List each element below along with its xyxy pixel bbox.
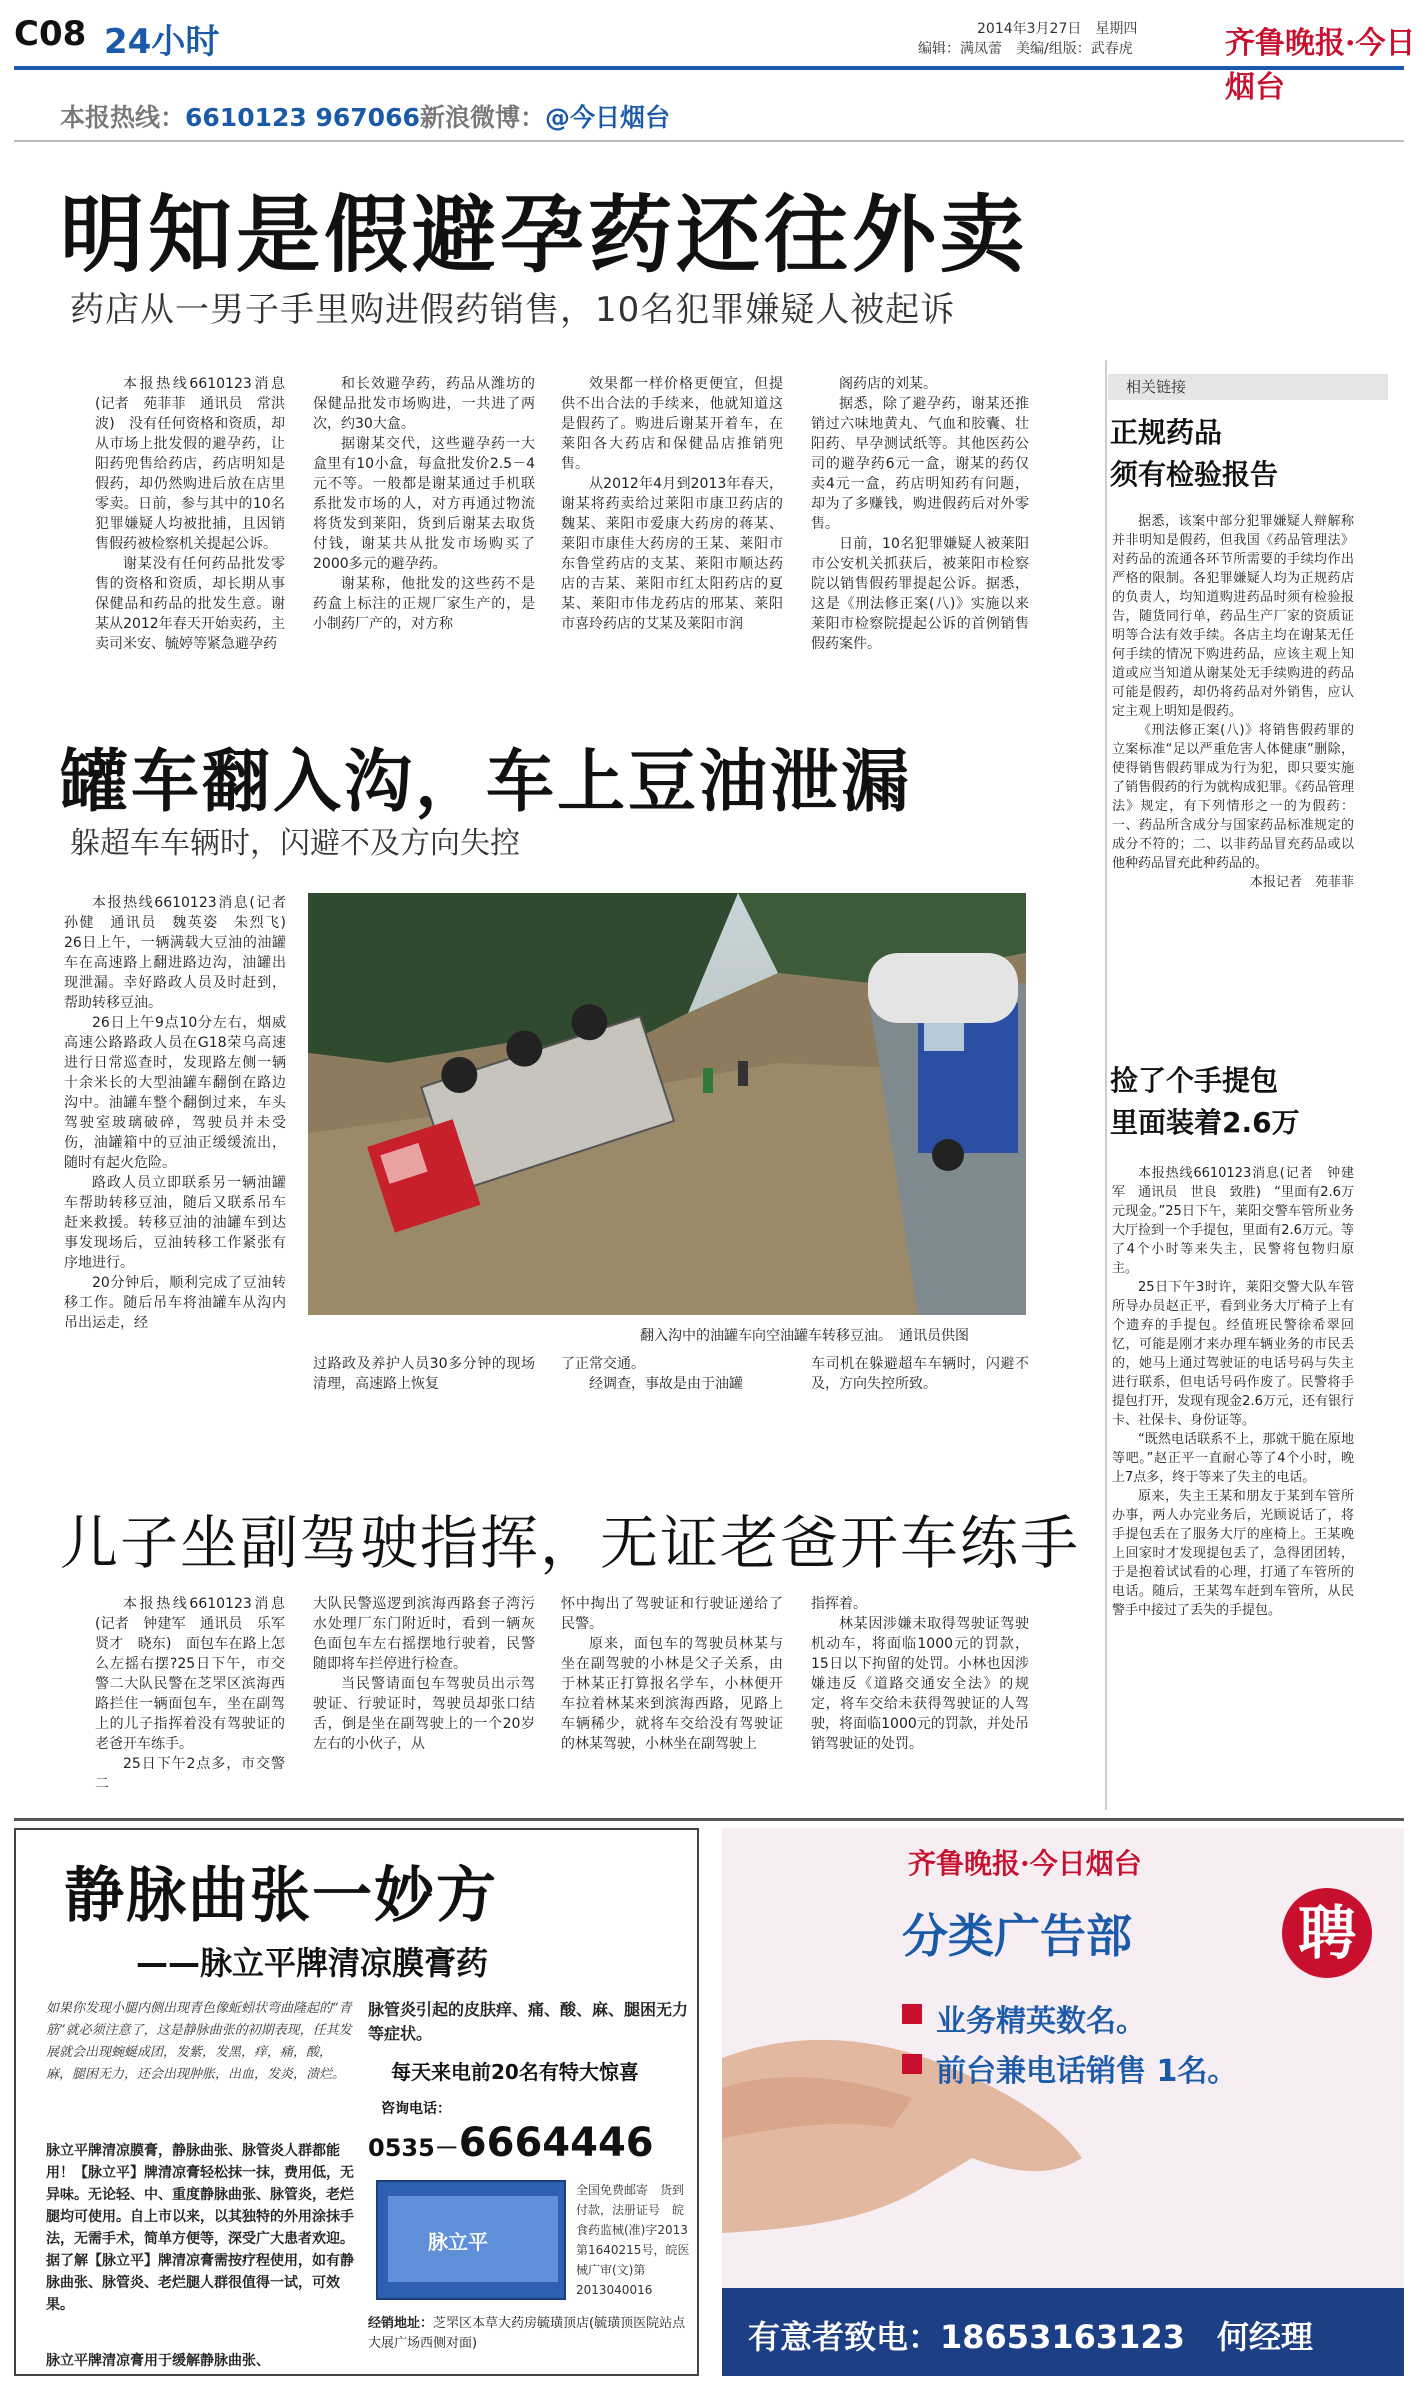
story3-headline: 儿子坐副驾驶指挥，无证老爸开车练手	[60, 1509, 1081, 1577]
phone-number: 6664446	[458, 2120, 654, 2166]
story1-column-2	[313, 374, 535, 634]
paragraph: 25日下午3时许，莱阳交警大队车管所导办员赵正平，看到业务大厅椅子上有个遗弃的手提包。经值班民警徐希翠回忆，可能是刚才来办理车辆业务的市民丢的，她马上通过驾驶证的电话号码与失主进行联系，但电话号码作废了。民警将手提包打开，发现有现金2.6万元，还有银行卡、社保卡、身份证等。	[1112, 1280, 1354, 1428]
story1-column-3	[561, 374, 783, 634]
paragraph: 怀中掏出了驾驶证和行驶证递给了民警。	[561, 1596, 783, 1632]
paragraph: 车司机在躲避超车车辆时，闪避不及，方向失控所致。	[811, 1356, 1029, 1392]
page-number: C08	[14, 14, 87, 54]
story2-headline: 罐车翻入沟，车上豆油泄漏	[60, 743, 913, 822]
ad-left-tagline: 脉立平牌清凉膏用于缓解静脉曲张、	[46, 2353, 270, 2369]
story3-column-1	[95, 1594, 299, 1794]
hiring-badge: 聘	[1282, 1888, 1372, 1978]
ad-left-offer: 每天来电前20名有特大惊喜	[391, 2060, 639, 2084]
paragraph: 本报热线6610123消息(记者 钟建军 通讯员 乐军 贤才 晓东) 面包车在路上怎么左摇右摆?25日下午，市交警二大队民警在芝罘区滨海西路拦住一辆面包车，坐在副驾上的儿子指挥着没有驾驶证的老爸开车练手。	[95, 1596, 299, 1752]
ad-right-item-2: 前台兼电话销售 1名。	[936, 2054, 1238, 2089]
ad-section-rule	[14, 1818, 1404, 1821]
paragraph: 本报热线6610123消息(记者 孙健 通讯员 魏英姿 朱烈飞) 26日上午，一辆满载大豆油的油罐车在高速路上翻进路边沟，油罐出现泄漏。幸好路政人员及时赶到，帮助转移豆油。	[64, 895, 300, 1011]
ad-left-address	[368, 2314, 688, 2354]
paragraph: 据谢某交代，这些避孕药一大盒里有10小盒，每盒批发价2.5－4元不等。一般都是谢某通过手机联系批发市场的人，对方再通过物流将货发到莱阳，货到后谢某去取货付钱，谢某共从批发市场购买了2000多元的避孕药。	[313, 436, 535, 572]
product-box	[376, 2180, 566, 2300]
story1-column-1	[95, 374, 285, 654]
ad-left-subtitle: ——脉立平牌清凉膜膏药	[136, 1944, 489, 1982]
story3-column-2	[313, 1594, 535, 1754]
story1-headline: 明知是假避孕药还往外卖	[60, 186, 1029, 284]
ad-left-symptoms: 脉管炎引起的皮肤痒、痛、酸、麻、腿困无力等症状。	[368, 2000, 689, 2043]
varicose-vein-ad	[14, 1828, 699, 2376]
tanker-photo-illustration	[308, 893, 1026, 1315]
hotline-label: 本报热线：	[60, 103, 186, 132]
weibo-label: 新浪微博：	[420, 103, 546, 132]
story1-column-4	[811, 374, 1029, 654]
masthead-rule	[14, 66, 1404, 70]
newspaper-brand: 齐鲁晚报·今日烟台	[1225, 26, 1416, 105]
sidebar1-body	[1112, 512, 1354, 892]
paragraph: 阁药店的刘某。	[839, 376, 937, 392]
section-title: 24小时	[104, 22, 220, 62]
story2-column-2	[313, 1354, 535, 1394]
story3-column-3	[561, 1594, 783, 1754]
paragraph: 指挥着。	[811, 1596, 867, 1612]
paragraph: 原来，面包车的驾驶员林某与坐在副驾驶的小林是父子关系，由于林某正打算报名学车，小林便开车拉着林某来到滨海西路，见路上车辆稀少，就将车交给没有驾驶证的林某驾驶，小林坐在副驾驶上	[561, 1636, 783, 1752]
sidebar1-byline: 本报记者 苑菲菲	[1249, 875, 1354, 890]
ad-left-phone-label: 咨询电话：	[381, 2101, 451, 2117]
weibo-account: @今日烟台	[545, 103, 671, 132]
address-label: 经销地址：	[368, 2316, 434, 2331]
paragraph: 林某因涉嫌未取得驾驶证驾驶机动车，将面临1000元的罚款，15日以下拘留的处罚。小林也因涉嫌违反《道路交通安全法》的规定，将车交给未获得驾驶证的人驾驶，将面临1000元的罚款，并处吊销驾驶证的处罚。	[811, 1616, 1029, 1752]
paragraph: 据悉，该案中部分犯罪嫌疑人辩解称并非明知是假药，但我国《药品管理法》对药品的流通各环节所需要的手续均作出严格的限制。各犯罪嫌疑人均为正规药店的负责人，均知道购进药品时须有检验报告，随货同行单，药品生产厂家的资质证明等合法有效手续。各店主均在谢某无任何手续的情况下购进药品，应该主观上知道或应当知道从谢某处无手续购进的药品可能是假药，却仍将药品对外销售，应认定主观上明知是假药。	[1112, 514, 1354, 719]
sidebar2-title-line1: 捡了个手提包	[1110, 1064, 1279, 1097]
dateline: 2014年3月27日 星期四	[977, 21, 1138, 37]
ad-right-item-1: 业务精英数名。	[936, 2004, 1146, 2039]
paragraph: 经调查，事故是由于油罐	[589, 1376, 743, 1392]
paragraph: 了正常交通。	[561, 1356, 645, 1372]
paragraph: 从2012年4月到2013年春天，谢某将药卖给过莱阳市康卫药店的魏某、莱阳市爱康大药房的蒋某、莱阳市康佳大药房的王某、莱阳市东鲁堂药店的支某、莱阳市顺达药店的吉某、莱阳市红太阳药店的夏某、莱阳市伟龙药店的邢某、莱阳市喜玲药店的艾某及莱阳市润	[561, 476, 783, 632]
editors-line: 编辑：满凤蕾 美编/组版：武春虎	[918, 41, 1133, 57]
sidebar1-title-line1: 正规药品	[1110, 416, 1223, 449]
paragraph: 大队民警巡逻到滨海西路套子湾污水处理厂东门附近时，看到一辆灰色面包车左右摇摆地行驶着，民警随即将车拦停进行检查。	[313, 1596, 535, 1672]
story2-column-1	[64, 893, 300, 1333]
ad-left-approval: 全国免费邮寄 货到付款，法册证号 皖食药监械(准)字2013第1640215号，皖医械广审(文)第2013040016	[576, 2183, 690, 2297]
paragraph: 当民警请面包车驾驶员出示驾驶证、行驶证时，驾驶员却张口结舌，倒是坐在副驾驶上的一个20岁左右的小伙子，从	[313, 1676, 535, 1752]
ad-left-phone[interactable]	[368, 2120, 654, 2166]
paragraph: 谢某没有任何药品批发零售的资格和资质，却长期从事保健品和药品的批发生意。谢某从2012年春天开始卖药，主卖司米安、毓婷等紧急避孕药	[95, 556, 285, 652]
ad-right-contact[interactable]: 有意者致电：18653163123 何经理	[748, 2318, 1313, 2356]
sidebar2-title-line2: 里面装着2.6万	[1110, 1106, 1300, 1139]
photo-caption: 翻入沟中的油罐车向空油罐车转移豆油。 通讯员供图	[640, 1328, 969, 1344]
paragraph: 20分钟后，顺利完成了豆油转移工作。随后吊车将油罐车从沟内吊出运走，经	[64, 1275, 286, 1331]
hotline-numbers: 6610123 967066	[185, 103, 420, 132]
story1-subhead: 药店从一男子手里购进假药销售，10名犯罪嫌疑人被起诉	[70, 290, 956, 330]
paragraph: 本报热线6610123消息(记者 苑菲菲 通讯员 常洪波) 没有任何资格和资质，却从市场上批发假的避孕药，让阳药兜售给药店，药店明知是假药，却仍然购进后放在店里零卖。日前，参与其中的10名犯罪嫌疑人均被批捕，且因销售假药被检察机关提起公诉。	[95, 376, 285, 552]
ad-left-intro: 如果你发现小腿内侧出现青色像蚯蚓状弯曲隆起的“青筋”就必须注意了，这是静脉曲张的初期表现，任其发展就会出现蜿蜒成团，发紫，发黑，痒，痛，酸，麻，腿困无力，还会出现肿胀，出血，发炎，溃烂。	[46, 2001, 352, 2082]
paragraph: 日前，10名犯罪嫌疑人被莱阳市公安机关抓获后，被莱阳市检察院以销售假药罪提起公诉。据悉，这是《刑法修正案(八)》实施以来莱阳市检察院提起公诉的首例销售假药案件。	[811, 536, 1029, 652]
paragraph: 25日下午2点多，市交警二	[95, 1756, 285, 1792]
recruitment-ad	[722, 1828, 1404, 2376]
sidebar2-title	[1110, 1060, 1400, 1144]
paragraph: 效果都一样价格更便宜，但提供不出合法的手续来，他就知道这是假药了。购进后谢某开着车，在莱阳各大药店和保健品店推销兜售。	[561, 376, 783, 472]
hotline-rule	[14, 140, 1404, 142]
tanker-photo	[308, 893, 1026, 1315]
story2-column-3	[561, 1354, 783, 1394]
ad-left-promo: 脉立平牌清凉膜膏，静脉曲张、脉管炎人群都能用！【脉立平】牌清凉膏轻松抹一抹，费用低，无异味。无论轻、中、重度静脉曲张、脉管炎，老烂腿均可使用。自上市以来，以其独特的外用涂抹手法，无需手术，简单方便等，深受广大患者欢迎。据了解【脉立平】牌清凉膏需按疗程使用，如有静脉曲张、脉管炎、老烂腿人群很值得一试，可效果。	[46, 2143, 354, 2313]
paragraph: “既然电话联系不上，那就干脆在原地等吧。”赵正平一直耐心等了4个小时，晚上7点多，终于等来了失主的电话。	[1112, 1432, 1354, 1485]
sidebar1-title-line2: 须有检验报告	[1110, 458, 1279, 491]
related-links-tag: 相关链接	[1108, 374, 1388, 400]
phone-area-code: 0535－	[368, 2134, 459, 2162]
sidebar1-title	[1110, 412, 1390, 496]
paragraph: 过路政及养护人员30多分钟的现场清理，高速路上恢复	[313, 1356, 535, 1392]
paragraph: 路政人员立即联系另一辆油罐车帮助转移豆油，随后又联系吊车赶来救援。转移豆油的油罐车到达事发现场后，豆油转移工作紧张有序地进行。	[64, 1175, 286, 1271]
paragraph: 26日上午9点10分左右，烟威高速公路路政人员在G18荣乌高速进行日常巡查时，发现路左侧一辆十余米长的大型油罐车翻倒在路边沟中。油罐车整个翻倒过来，车头驾驶室玻璃破碎，驾驶员并未受伤，油罐箱中的豆油正缓缓流出，随时有起火危险。	[64, 1015, 286, 1171]
hotline	[60, 98, 420, 134]
sidebar-divider	[1105, 360, 1107, 1810]
story2-column-4	[811, 1354, 1029, 1394]
paragraph: 和长效避孕药，药品从潍坊的保健品批发市场购进，一共进了两次，约30大盒。	[313, 376, 535, 432]
address-text: 芝罘区本草大药房毓璜顶店(毓璜顶医院站点大展广场西侧对面)	[368, 2316, 686, 2351]
sidebar2-body	[1112, 1164, 1354, 1620]
bullet-icon	[902, 2004, 922, 2024]
paragraph: 谢某称，他批发的这些药不是药盒上标注的正规厂家生产的，是小制药厂产的，对方称	[313, 576, 535, 632]
paragraph: 据悉，除了避孕药，谢某还推销过六味地黄丸、气血和胶囊、壮阳药、早孕测试纸等。其他医药公司的避孕药6元一盒，谢某的药仅卖4元一盒，药店明知药有问题，却为了多赚钱，购进假药后对外零售。	[811, 396, 1029, 532]
bullet-icon	[902, 2054, 922, 2074]
paragraph: 《刑法修正案(八)》将销售假药罪的立案标准“足以严重危害人体健康”删除，使得销售假药罪成为行为犯，即只要实施了销售假药的行为就构成犯罪。《药品管理法》规定，有下列情形之一的为假药：一、药品所含成分与国家药品标准规定的成分不符的；二、以非药品冒充药品或以他种药品冒充此种药品的。	[1112, 723, 1354, 871]
story2-subhead: 躲超车车辆时，闪避不及方向失控	[70, 826, 520, 861]
paragraph: 本报热线6610123消息(记者 钟建军 通讯员 世良 致胜) “里面有2.6万元现金。”25日下午，莱阳交警车管所业务大厅捡到一个手提包，里面有2.6万元。等了4个小时等来失主，民警将包物归原主。	[1112, 1166, 1354, 1276]
ad-left-title: 静脉曲张一妙方	[64, 1861, 498, 1931]
product-box-label: 脉立平	[428, 2230, 488, 2254]
ad-right-department: 分类广告部	[902, 1909, 1132, 1963]
ad-right-brand: 齐鲁晚报·今日烟台	[908, 1847, 1142, 1880]
paragraph: 原来，失主王某和朋友于某到车管所办事，两人办完业务后，光顾说话了，将手提包丢在了服务大厅的座椅上。王某晚上回家时才发现提包丢了，急得团团转，于是抱着试试看的心理，打通了车管所的电话。随后，王某驾车赶到车管所，从民警手中接过了丢失的手提包。	[1112, 1489, 1354, 1618]
story3-column-4	[811, 1594, 1029, 1754]
weibo	[420, 98, 670, 134]
